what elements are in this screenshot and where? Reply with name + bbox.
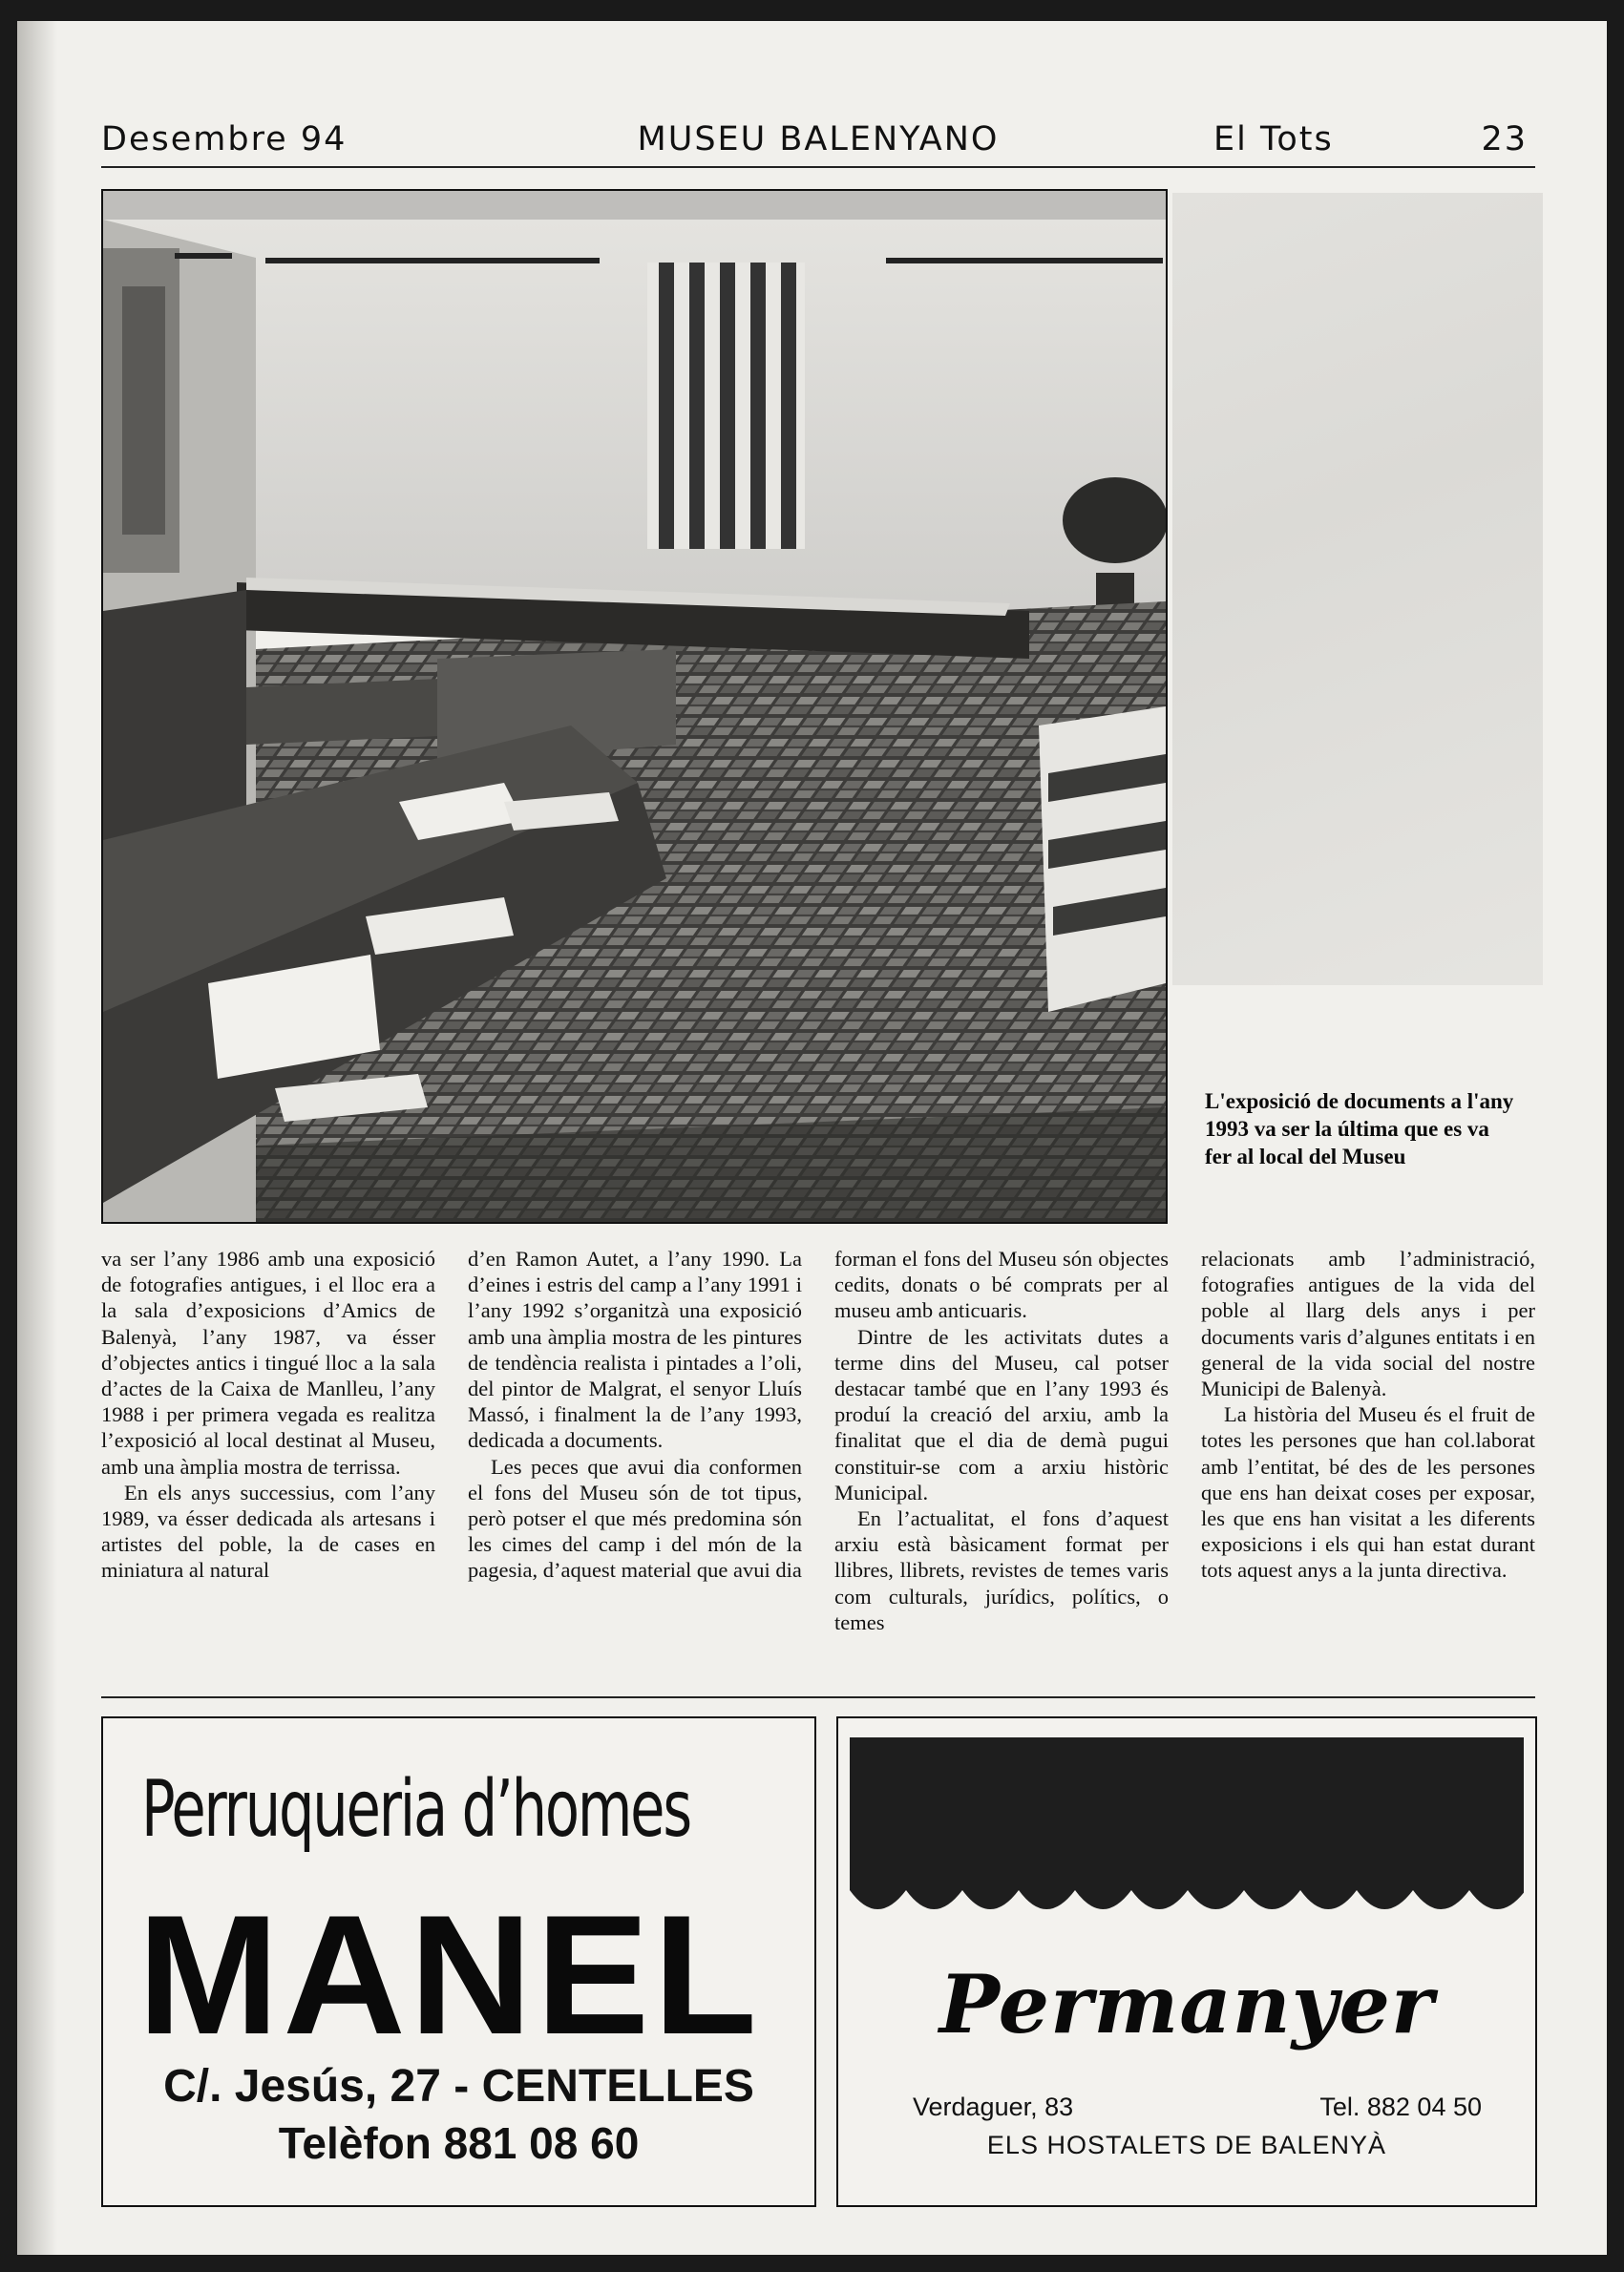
- running-header: [101, 101, 1535, 168]
- paragraph: d’en Ramon Autet, a l’any 1990. La d’eines i estris del camp a l’any 1991 i l’any 1992 s’organitzà una exposició amb una àmplia mostra de les pintures de tendència realista i pintades a l’oli, del pintor de Malgrat, el senyor Lluís Massó, i finalment la de l’any 1993, dedicada a documents.: [468, 1247, 802, 1453]
- ad-permanyer-brand: Permanyer: [939, 1957, 1435, 2051]
- paragraph: va ser l’any 1986 amb una exposició de fotografies antigues, i el lloc era a la sala d’exposicions d’Amics de Balenyà, l’any 1987, va ésser d’objectes antics i tingué lloc a la sala d’actes de la Caixa de Manlleu, l’any 1988 i per primera vegada es realitza l’exposició al local destinat al Museu, amb una àmplia mostra de terrissa.: [101, 1247, 435, 1479]
- ad-manel-name: MANEL: [137, 1880, 761, 2070]
- header-date: Desembre 94: [101, 120, 348, 158]
- header-title: MUSEU BALENYANO: [637, 120, 1000, 158]
- paragraph: En l’actualitat, el fons d’aquest arxiu està bàsicament format per llibres, llibrets, revistes de temes varis com culturals, jurídics, polítics, o temes: [834, 1506, 1169, 1634]
- section-divider: [101, 1696, 1535, 1698]
- article-body: [101, 1246, 1533, 1673]
- ad-manel-phone: Telèfon 881 08 60: [278, 2118, 640, 2168]
- paragraph: relacionats amb l’administració, fotografies antigues de la vida del poble al llarg dels anys i per documents varis d’algunes entitats i en general de la vida social del nostre Municipi de Balenyà.: [1201, 1247, 1535, 1401]
- ad-manel-address: C/. Jesús, 27 - CENTELLES: [163, 2061, 754, 2112]
- article-column-4: [1201, 1246, 1535, 1673]
- paragraph: Les peces que avui dia conformen el fons del Museu són de tot tipus, però potser el que més predomina són les cimes del camp i del món de la pagesia, d’aquest material que avui dia: [468, 1454, 802, 1583]
- magazine-page: [17, 21, 1607, 2255]
- ad-perruqueria-manel: [101, 1716, 816, 2207]
- ad-permanyer-town: ELS HOSTALETS DE BALENYÀ: [986, 2131, 1387, 2159]
- article-column-1: [101, 1246, 435, 1673]
- page-content: [17, 21, 1607, 2255]
- paragraph: La història del Museu és el fruit de totes les persones que han col.laborat amb l’entitat, bé des de les persones que ens han deixat coses per exposar, les que ens han visitat a les diferents exposicions i els qui han estat durant tots aquest anys a la junta directiva.: [1201, 1402, 1535, 1583]
- exhibition-photo: [101, 189, 1168, 1224]
- article-column-2: [468, 1246, 802, 1673]
- ad-permanyer: [836, 1716, 1537, 2207]
- paragraph: Dintre de les activitats dutes a terme dins del Museu, cal potser destacar també que en l’any 1993 és produí la creació del arxiu, amb la finalitat que el dia de demà pugui constituir-se com a arxiu històric Municipal.: [834, 1324, 1169, 1504]
- paragraph: En els anys successius, com l’any 1989, va ésser dedicada als artesans i artistes del poble, la de cases en miniatura al natural: [101, 1480, 435, 1583]
- header-section: El Tots: [1213, 120, 1334, 158]
- photo-caption: L'exposició de documents a l'any 1993 va ser la última que es va fer al local del Museu: [1205, 1089, 1514, 1168]
- ad-permanyer-phone: Tel. 882 04 50: [1319, 2093, 1482, 2121]
- paragraph: forman el fons del Museu són objectes cedits, donats o bé comprats per al museu amb anticuaris.: [834, 1247, 1169, 1323]
- article-column-3: [834, 1246, 1169, 1673]
- header-page-number: 23: [1481, 120, 1528, 158]
- ad-permanyer-street: Verdaguer, 83: [913, 2093, 1074, 2121]
- awning-graphic: [850, 1737, 1524, 1928]
- ad-manel-title: Perruqueria d’homes: [141, 1764, 690, 1855]
